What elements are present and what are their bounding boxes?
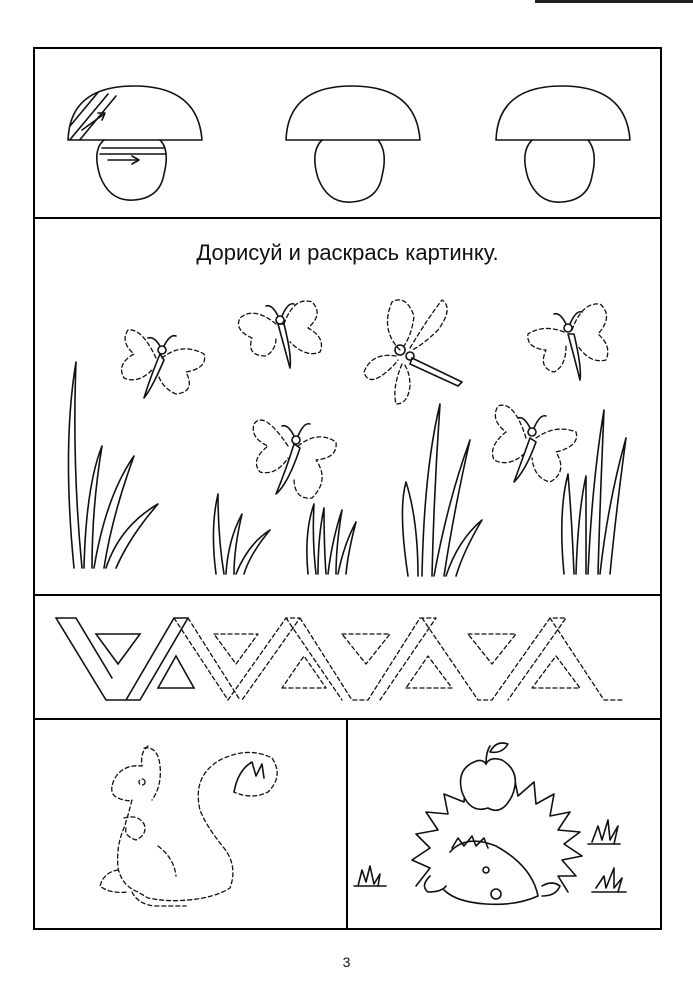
- grass-tuft-icon: [302, 496, 362, 578]
- grass-tuft-icon: [556, 402, 636, 578]
- divider-after-meadow: [33, 594, 662, 596]
- mushroom-outline-icon: [488, 80, 638, 210]
- grass-tuft-icon: [60, 356, 170, 576]
- dragonfly-dashed-icon: [358, 290, 468, 410]
- butterfly-dashed-icon: [232, 290, 332, 386]
- top-edge-line: [535, 0, 693, 3]
- page-number: 3: [342, 954, 351, 970]
- instruction-heading: Дорисуй и раскрась картинку.: [196, 240, 499, 265]
- hedgehog-with-apple-icon: [346, 736, 646, 912]
- mushroom-example-icon: [60, 80, 210, 210]
- grass-tuft-icon: [208, 488, 278, 578]
- divider-after-mushrooms: [33, 217, 662, 219]
- triangle-zigzag-pattern: [50, 612, 650, 707]
- squirrel-dashed-icon: [88, 736, 288, 912]
- mushroom-outline-icon: [278, 80, 428, 210]
- butterfly-dashed-icon: [520, 294, 620, 394]
- grass-tuft-icon: [398, 400, 488, 580]
